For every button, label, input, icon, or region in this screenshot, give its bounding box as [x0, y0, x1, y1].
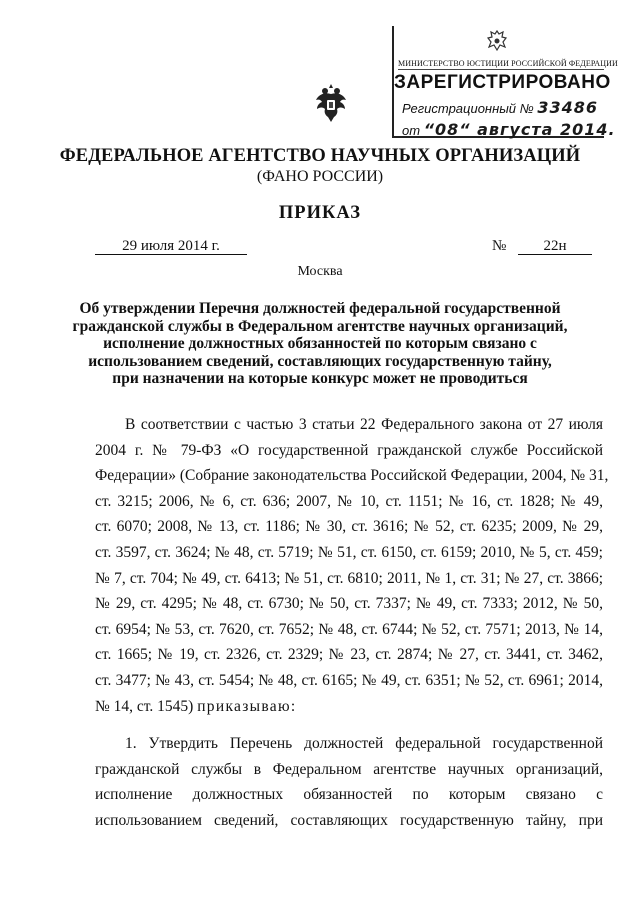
subject-line: исполнение должностных обязанностей по которым связано с — [103, 335, 537, 353]
stamp-date-row — [402, 120, 616, 139]
stamp-date-value: “08“ августа 2014. — [423, 120, 616, 139]
order-number: 22н — [518, 238, 592, 255]
preamble-line: № 29, ст. 4295; № 48, ст. 6730; № 50, ст. 7337; № 49, ст. 7333; 2012, № 50, — [95, 595, 603, 613]
item-line: исполнение должностных обязанностей по которым связано с — [95, 786, 603, 804]
preamble-line: ст. 6954; № 53, ст. 7620, ст. 7652; № 48, ст. 6744; № 52, ст. 7571; 2013, № 14, — [95, 620, 603, 638]
order-subject — [0, 300, 640, 388]
city-name: Москва — [297, 264, 343, 279]
preamble-line: ст. 3477; № 43, ст. 5454; № 48, ст. 6165; № 49, ст. 6351; № 52, ст. 6961; 2014, — [95, 672, 603, 689]
stamp-ministry-name: МИНИСТЕРСТВО ЮСТИЦИИ РОССИЙСКОЙ ФЕДЕРАЦИИ — [398, 59, 618, 68]
preamble-line: ст. 6070; 2008, № 13, ст. 1186; № 30, ст. 3616; № 52, ст. 6235; 2009, № 29, — [95, 518, 603, 536]
agency-short-name: (ФАНО РОССИИ) — [256, 168, 384, 185]
preamble-line: № 7, ст. 704; № 49, ст. 6413; № 51, ст. 6810; 2011, № 1, ст. 31; № 27, ст. 3866; — [95, 569, 603, 587]
subject-line: при назначении на которые конкурс может не проводиться — [112, 370, 528, 388]
stamp-reg-label: Регистрационный № — [402, 101, 534, 116]
item-line: использованием сведений, составляющих государственную тайну, при — [95, 811, 603, 829]
preamble-last-text: № 14, ст. 1545) — [95, 697, 194, 715]
small-emblem-icon — [484, 28, 510, 52]
item-line: 1. Утвердить Перечень должностей федеральной государственной — [125, 735, 603, 752]
preamble-line: В соответствии с частью 3 статьи 22 Федерального закона от 27 июля — [125, 416, 603, 433]
preamble-line: 2004 г. № 79-ФЗ «О государственной гражданской службе Российской — [95, 441, 603, 459]
order-word: приказываю: — [197, 697, 297, 715]
stamp-reg-number: 33486 — [537, 98, 599, 117]
preamble-line: Федерации» (Собрание законодательства Российской Федерации, 2004, № 31, — [95, 467, 609, 485]
order-number-sign: № — [492, 238, 507, 254]
registration-stamp — [392, 26, 618, 139]
item-line: гражданской службы в Федеральном агентстве научных организаций, — [95, 760, 603, 778]
preamble-line: ст. 1665; № 19, ст. 2326, ст. 2329; № 23, ст. 2874; № 27, ст. 3441, ст. 3462, — [95, 646, 603, 664]
stamp-reg-number-row — [402, 98, 598, 117]
order-date: 29 июля 2014 г. — [95, 238, 247, 255]
preamble-last-line — [95, 696, 603, 718]
coat-of-arms-icon — [313, 82, 349, 124]
agency-name: ФЕДЕРАЛЬНОЕ АГЕНТСТВО НАУЧНЫХ ОРГАНИЗАЦИЙ — [59, 146, 581, 166]
subject-line: использованием сведений, составляющих государственную тайну, — [88, 352, 552, 370]
subject-line: гражданской службы в Федеральном агентстве научных организаций, — [72, 317, 568, 335]
subject-line: Об утверждении Перечня должностей федеральной государственной — [79, 300, 561, 317]
preamble-line: ст. 3215; 2006, № 6, ст. 636; 2007, № 10, ст. 1151; № 16, ст. 1828; № 49, — [95, 492, 603, 510]
stamp-date-label: от — [402, 123, 421, 138]
preamble-line: ст. 3597, ст. 3624; № 48, ст. 5719; № 51, ст. 6150, ст. 6159; 2010, № 5, ст. 459; — [95, 544, 603, 561]
stamp-registered-label: ЗАРЕГИСТРИРОВАНО — [394, 72, 611, 93]
document-type-title: ПРИКАЗ — [278, 203, 362, 223]
